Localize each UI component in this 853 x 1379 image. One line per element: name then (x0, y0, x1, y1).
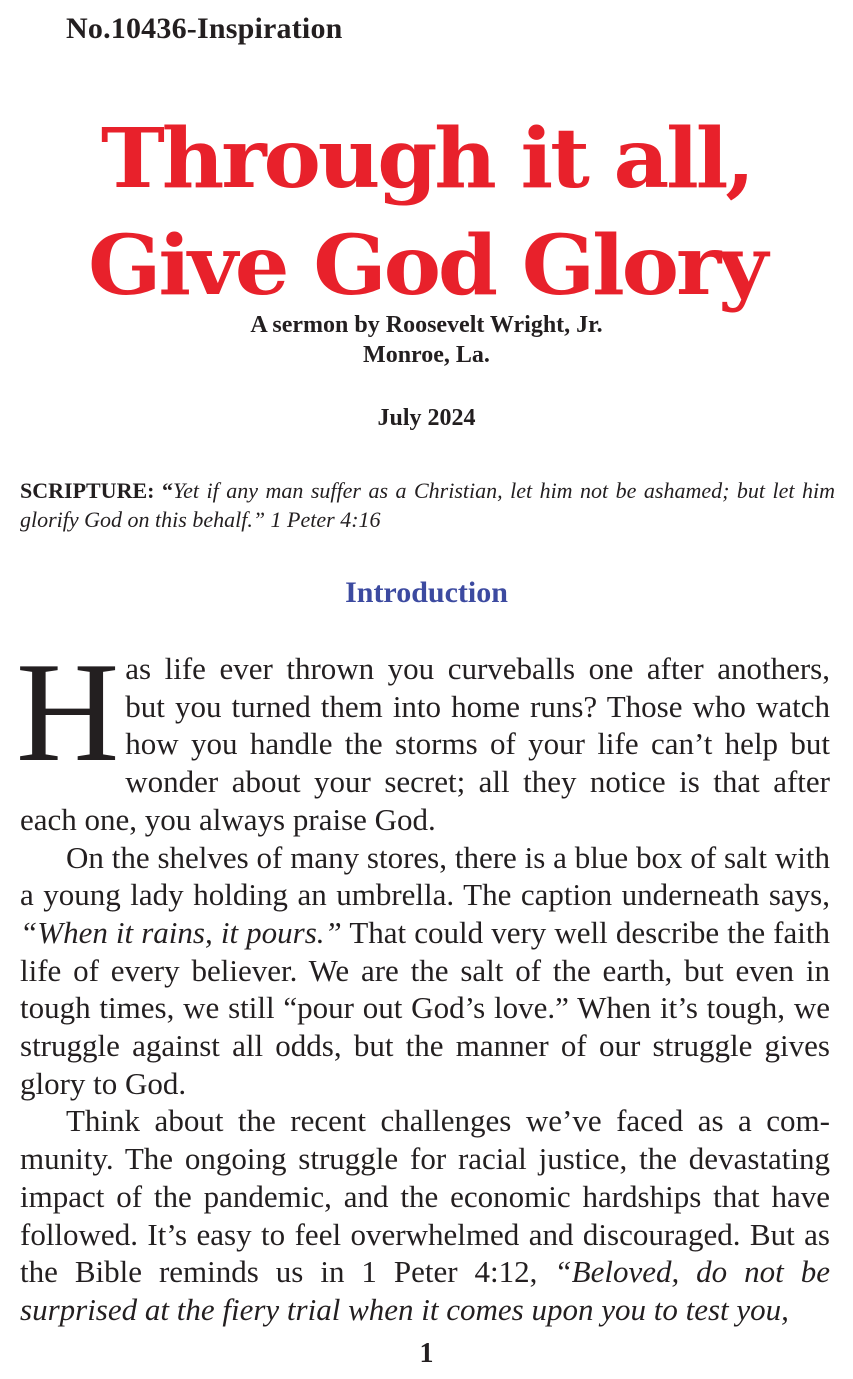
author-location: Monroe, La. (363, 342, 490, 368)
sermon-date: July 2024 (377, 405, 476, 431)
scripture-label: SCRIPTURE: (20, 478, 155, 503)
title-line-2: Give God Glory (87, 218, 766, 314)
paragraph-2-text-a: On the shelves of many stores, there is a blue box of salt with a young lady holding an umbrella. The caption underneath says, (20, 839, 830, 913)
author-byline: A sermon by Roosevelt Wright, Jr. (250, 312, 603, 338)
scripture-block (20, 476, 835, 534)
paragraph-2 (20, 839, 830, 1103)
paragraph-2-text-b: That could very well describe the faith life of every believer. We are the salt of the earth, but even in tough times, we still “pour out God’s love.” When it’s tough, we struggle against all odds, but the manner of our struggle gives glory to God. (20, 914, 830, 1101)
page-number: 1 (419, 1338, 434, 1369)
paragraph-2-quote: “When it rains, it pours.” (20, 914, 342, 950)
section-heading-introduction: Introduction (345, 576, 508, 609)
title-line-1: Through it all, (100, 111, 753, 207)
paragraph-3 (20, 1102, 830, 1328)
scripture-open-quote: “ (154, 478, 173, 503)
scripture-quote: Yet if any man suffer as a Christian, let him not be ashamed; but let him glorify God on this behalf.” 1 Peter 4:16 (20, 478, 835, 532)
paragraph-3-text: Think about the recent challenges we’ve faced as a community. The ongoing struggle for racial justice, the devastating impact of the pandemic, and the economic hardships that have followed. It’s easy to feel overwhelmed and discouraged. But as the Bible reminds us in 1 Peter 4:12, (20, 1103, 830, 1290)
document-number: No.10436-Inspiration (66, 12, 343, 45)
paragraph-3-quote: “Beloved, do not be surprised at the fiery trial when it comes upon you to test you, (20, 1254, 830, 1327)
drop-cap: H (16, 633, 120, 791)
paragraph-1 (16, 633, 830, 839)
paragraph-1-text: as life ever thrown you curveballs one after anothers, but you turned them into home runs? Those who watch how you handle the storms of your life can’t help but wonder about your secret; all they notice is that after each one, you always praise God. (20, 651, 830, 837)
body-text (16, 633, 830, 1329)
